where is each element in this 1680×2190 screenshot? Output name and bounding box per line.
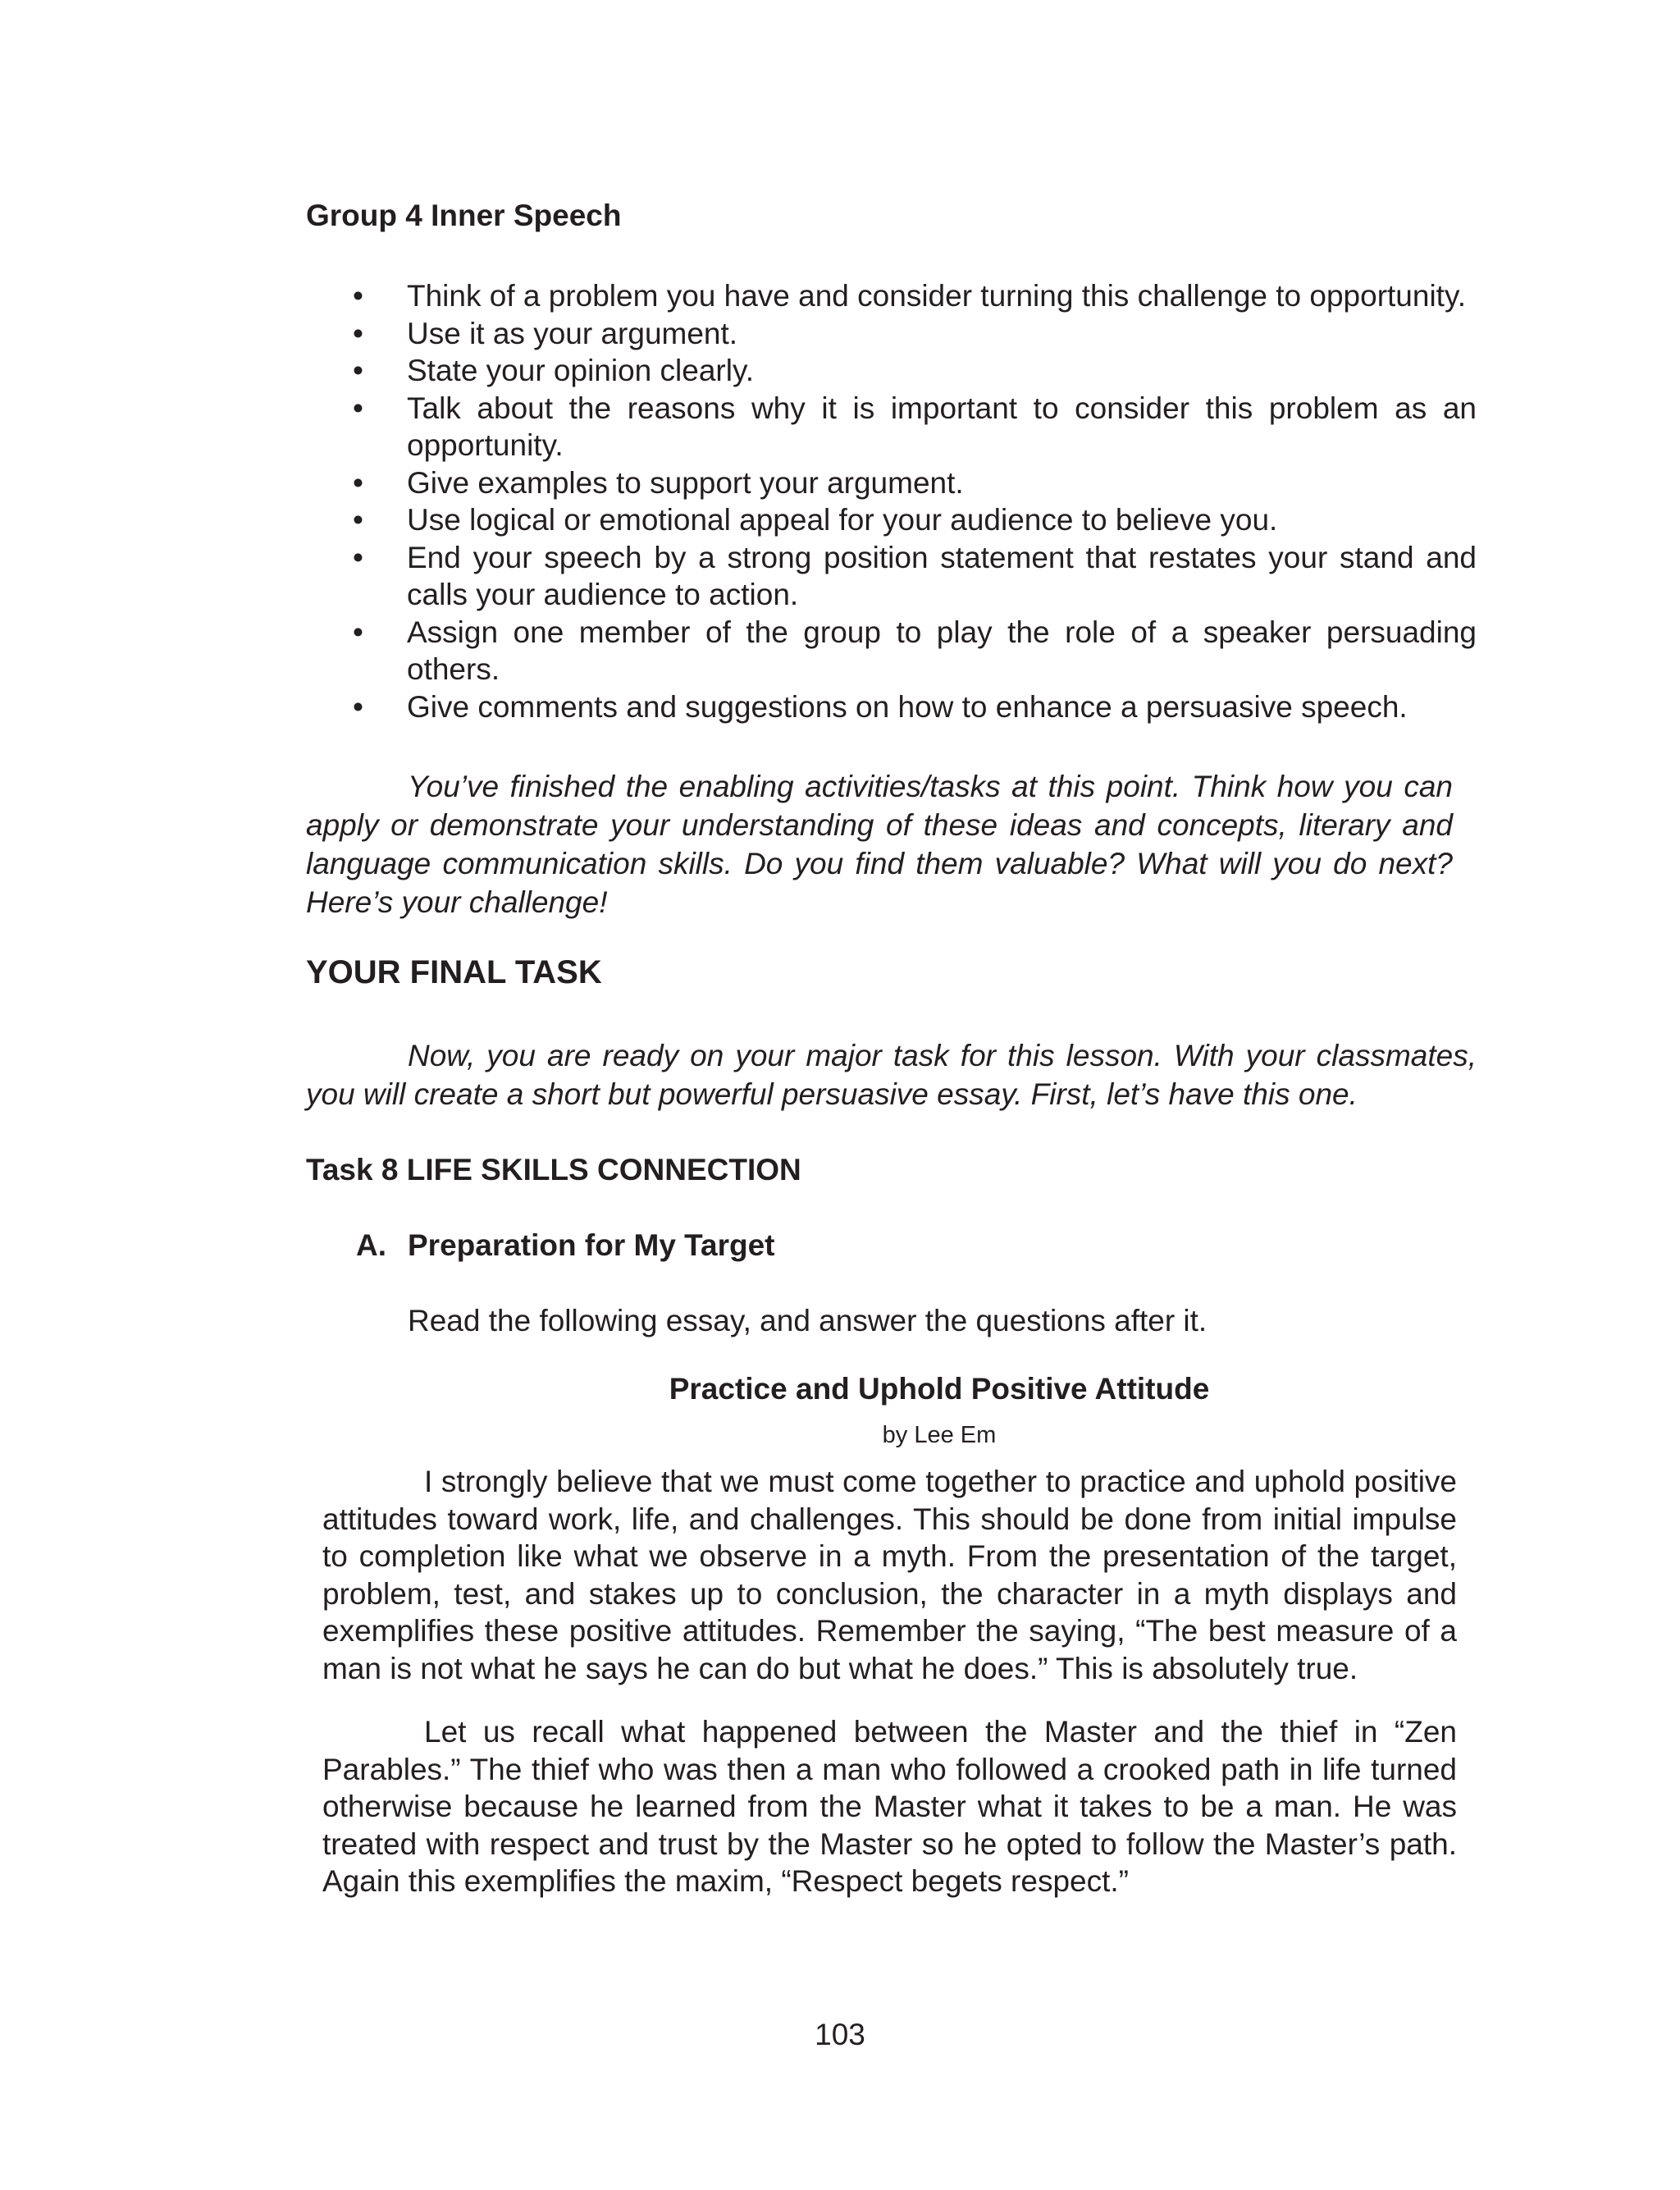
essay-author: by Lee Em [882, 1422, 997, 1448]
subsection-heading [356, 1228, 775, 1263]
subsection-title: Preparation for My Target [408, 1228, 775, 1262]
final-task-paragraph: Now, you are ready on your major task for this lesson. With your classmates, you will create a short but powerful persuasive essay. First, let’s have this one. [306, 1039, 1477, 1111]
list-item-text: Think of a problem you have and consider turning this challenge to opportunity. [407, 279, 1466, 313]
intro-paragraph: You’ve finished the enabling activities/tasks at this point. Think how you can apply or demonstrate your understanding of these ideas and concepts, literary and language communication skills. Do you find them valuable? What will you do next? Here’s your challenge! [306, 770, 1453, 919]
list-item [353, 539, 1477, 614]
list-item-text: Give comments and suggestions on how to enhance a persuasive speech. [407, 689, 1408, 724]
subsection-letter: A. [356, 1228, 386, 1262]
list-item-text: Use logical or emotional appeal for your audience to believe you. [407, 503, 1278, 537]
essay-paragraph: Let us recall what happened between the Master and the thief in “Zen Parables.” The thief who was then a man who followed a crooked path in life turned otherwise because he learned from the Master what it takes to be a man. He was treated with respect and trust by the Master so he opted to follow the Master’s path. Again this exemplifies the maxim, “Respect begets respect.” [322, 1715, 1457, 1898]
list-item-text: Talk about the reasons why it is important to consider this problem as an opportunity. [407, 391, 1477, 462]
final-task-heading: YOUR FINAL TASK [306, 954, 602, 990]
list-item-text: End your speech by a strong position statement that restates your stand and calls your audience to action. [407, 540, 1477, 611]
bullet-icon: • [353, 689, 363, 724]
bullet-icon: • [353, 465, 363, 500]
list-item [353, 390, 1477, 464]
list-item-text: State your opinion clearly. [407, 354, 754, 387]
list-item [353, 277, 1477, 315]
bullet-icon: • [353, 391, 363, 425]
group-heading: Group 4 Inner Speech [306, 199, 622, 232]
bullet-icon: • [353, 540, 363, 574]
list-item [353, 501, 1477, 539]
bullet-icon: • [353, 503, 363, 537]
list-item-text: Give examples to support your argument. [407, 465, 964, 500]
bullet-icon: • [353, 279, 363, 313]
list-item-text: Use it as your argument. [407, 316, 738, 350]
essay-paragraph: I strongly believe that we must come together to practice and uphold positive attitudes toward work, life, and challenges. This should be done from initial impulse to completion like what we observe in a myth. From the presentation of the target, problem, test, and stakes up to conclusion, the character in a myth displays and exemplifies these positive attitudes. Remember the saying, “The best measure of a man is not what he says he can do but what he does.” This is absolutely true. [322, 1465, 1457, 1685]
list-item [353, 614, 1477, 688]
page-number: 103 [815, 2018, 865, 2051]
list-item-text: Assign one member of the group to play the role of a speaker persuading others. [407, 615, 1477, 686]
list-item [353, 464, 1477, 502]
bullet-icon: • [353, 316, 363, 350]
list-item [353, 315, 1477, 353]
bullet-icon: • [353, 615, 363, 649]
instruction-text: Read the following essay, and answer the questions after it. [408, 1304, 1208, 1337]
essay-title: Practice and Uphold Positive Attitude [669, 1372, 1210, 1406]
bullet-icon: • [353, 354, 363, 387]
list-item [353, 688, 1477, 726]
bullet-list [353, 277, 1477, 725]
list-item [353, 352, 1477, 390]
task-heading: Task 8 LIFE SKILLS CONNECTION [306, 1153, 801, 1186]
